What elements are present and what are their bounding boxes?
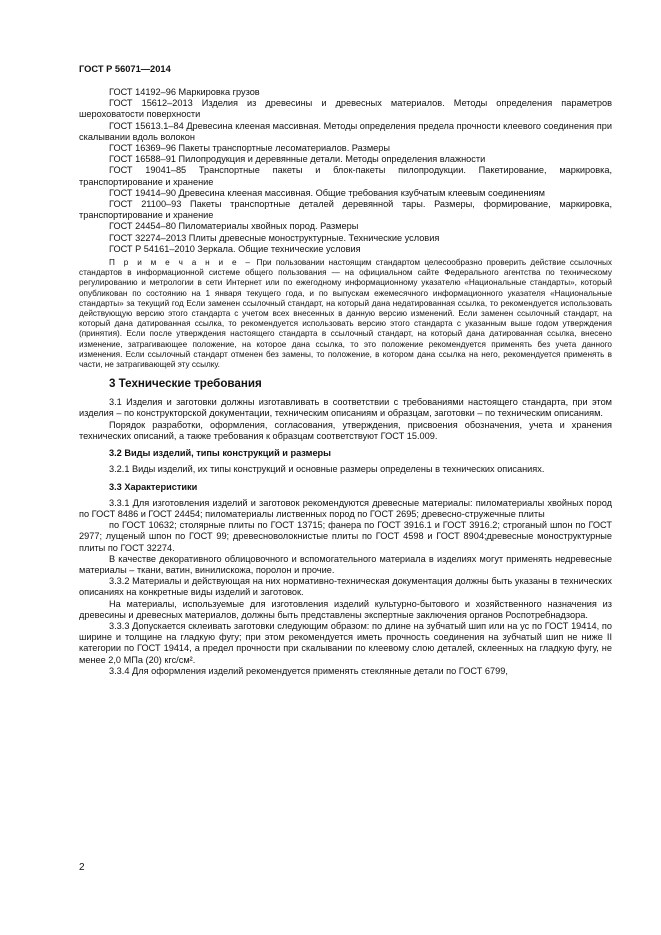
section-title: 3 Технические требования bbox=[109, 377, 262, 391]
doc-header: ГОСТ Р 56071—2014 bbox=[79, 64, 171, 74]
note-text: При пользовании настоящим стандартом целесообразно проверить действие ссылочных стандартов в информационной системе общего пользования — на официальном сайте Федерального агентства по техническому регулированию и метрологии в сети Интернет или по ежегодному информационному указателю «Национальные стандарты», который опубликован по состоянию на 1 января текущего года, и по выпускам ежемесячного информационного указателя «Национальные стандарты» за текущий год Если заменен ссылочный стандарт, на который дана недатированная ссылка, то рекомендуется использовать действующую версию этого стандарта с учетом всех внесенных в данную версию изменений. Если заменен ссылочный стандарт, на который дана датированная ссылка, то рекомендуется использовать версию этого стандарта с указанным выше годом утверждения (принятия). Если после утверждения настоящего стандарта в ссылочный стандарт, на который дана датированная ссылка, внесено изменение, затрагивающее положение, на которое дана ссылка, то это положение рекомендуется применять без учета данного изменения. Если ссылочный стандарт отменен без замены, то положение, в котором дана ссылка на него, рекомендуется применять в части, не затрагивающей эту ссылку. bbox=[79, 258, 613, 370]
references-list bbox=[79, 87, 612, 255]
paragraph: по ГОСТ 10632; столярные плиты по ГОСТ 13715; фанера по ГОСТ 3916.1 и ГОСТ 3916.2; строганый шпон по ГОСТ 2977; лущеный шпон по ГОСТ 99; древесноволокнистые плиты по ГОСТ 4598 и ГОСТ 8904;древесные моноструктурные плиты по ГОСТ 32274. bbox=[79, 520, 612, 553]
page-number: 2 bbox=[79, 862, 85, 873]
note-label: П р и м е ч а н и е – bbox=[109, 258, 253, 268]
paragraph: 3.1 Изделия и заготовки должны изготавливать в соответствии с требованиями настоящего стандарта, при этом изделия – по конструкторской документации, техническим описаниям и образцам, заготовки – по техническим описаниям. bbox=[79, 397, 612, 419]
ref-item: ГОСТ 21100–93 Пакеты транспортные деталей деревянной тары. Размеры, формирование, маркировка, транспортирование и хранение bbox=[79, 199, 612, 221]
paragraph: На материалы, используемые для изготовления изделий культурно-бытового и хозяйственного назначения из древесины и древесных материалов, должны быть представлены экспертные заключения органов Роспотребнадзора. bbox=[79, 598, 612, 620]
ref-item: ГОСТ 15612–2013 Изделия из древесины и древесных материалов. Методы определения параметров шероховатости поверхности bbox=[79, 98, 612, 120]
ref-item: ГОСТ 16369–96 Пакеты транспортные лесоматериалов. Размеры bbox=[109, 143, 390, 154]
paragraph: Порядок разработки, оформления, согласования, утверждения, присвоения обозначения, учета и хранения технических описаний, а также требования к образцам соответствуют ГОСТ 15.009. bbox=[79, 419, 612, 441]
ref-item: ГОСТ 19414–90 Древесина клееная массивная. Общие требования кзубчатым клеевым соединениям bbox=[109, 187, 545, 198]
paragraph: 3.3.3 Допускается склеивать заготовки следующим образом: по длине на зубчатый шип или на ус по ГОСТ 19414, по ширине и толщине на гладкую фугу; при этом рекомендуется иметь прочность соединения на зубчатый шип не ниже II категории по ГОСТ 19414, а предел прочности при скалывании по клеевому слою деталей, склеенных на гладкую фугу, не менее 2,0 МПа (20) кгс/см². bbox=[79, 620, 612, 665]
ref-item: ГОСТ 15613.1–84 Древесина клееная массивная. Методы определения предела прочности клеевого соединения при скалывании вдоль волокон bbox=[79, 120, 612, 142]
paragraph: 3.2.1 Виды изделий, их типы конструкций и основные размеры определены в технических описаниях. bbox=[109, 464, 545, 475]
paragraph: 3.3.1 Для изготовления изделий и заготовок рекомендуются древесные материалы: пиломатериалы хвойных пород по ГОСТ 8486 и ГОСТ 24454; пиломатериалы лиственных пород по ГОСТ 2695; древесно-стружечные плиты bbox=[79, 497, 612, 519]
subsection-title: 3.2 Виды изделий, типы конструкций и размеры bbox=[109, 448, 332, 459]
ref-item: ГОСТ 14192–96 Маркировка грузов bbox=[109, 87, 260, 97]
note-paragraph bbox=[79, 258, 612, 370]
ref-item: ГОСТ 32274–2013 Плиты древесные моноструктурные. Технические условия bbox=[109, 232, 440, 243]
page-content bbox=[79, 87, 612, 677]
paragraph: В качестве декоративного облицовочного и вспомогательного материала в изделиях могут применять недревесные материалы – ткани, ватин, винилискожа, поролон и прочие. bbox=[79, 553, 612, 575]
subsection-title: 3.3 Характеристики bbox=[109, 481, 198, 492]
ref-item: ГОСТ Р 54161–2010 Зеркала. Общие технические условия bbox=[109, 243, 361, 254]
ref-item: ГОСТ 16588–91 Пилопродукция и деревянные детали. Методы определения влажности bbox=[109, 154, 486, 165]
paragraph: 3.3.2 Материалы и действующая на них нормативно-техническая документация должны быть указаны в технических описаниях на конкретные виды изделий и заготовок. bbox=[79, 576, 612, 598]
ref-item: ГОСТ 19041–85 Транспортные пакеты и блок-пакеты пилопродукции. Пакетирование, маркировка, транспортирование и хранение bbox=[79, 165, 612, 187]
ref-item: ГОСТ 24454–80 Пиломатериалы хвойных пород. Размеры bbox=[109, 221, 359, 232]
paragraph: 3.3.4 Для оформления изделий рекомендуется применять стеклянные детали по ГОСТ 6799, bbox=[109, 665, 508, 676]
